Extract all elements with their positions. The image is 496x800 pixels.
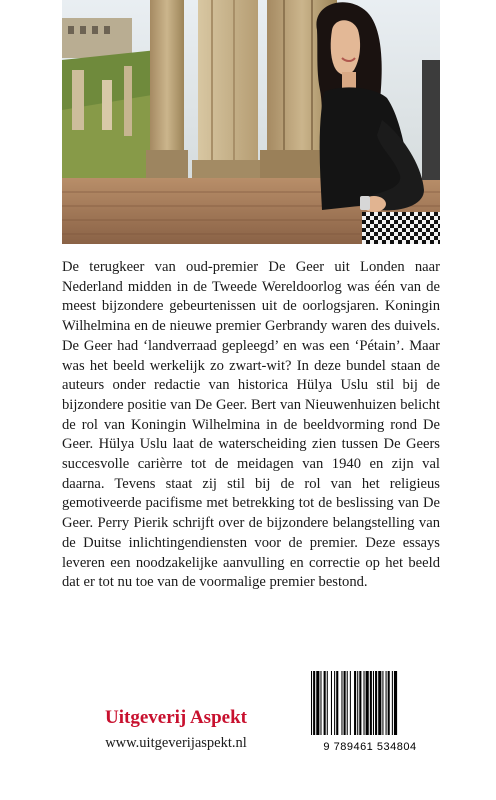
publisher-name: Uitgeverij Aspekt — [105, 707, 247, 728]
isbn-number: 9 789461 534804 — [323, 741, 417, 753]
publisher-website: www.uitgeverijaspekt.nl — [105, 735, 247, 751]
author-photo — [62, 0, 440, 244]
blurb-text: De terugkeer van oud-premier De Geer uit Londen naar Nederland midden in de Tweede Wereldoorlog was één van de meest bijzondere gebeurtenissen uit de oorlogsjaren. Koningin Wilhelmina en de nieuwe premier Gerbrandy waren des duivels. De Geer had ‘landverraad gepleegd’ en was een ‘Pétain’. Maar was het beeld werkelijk zo zwart-wit? In deze bundel staan de auteurs onder redactie van historica Hülya Uslu stil bij de bijzondere positie van De Geer. Bert van Nieuwenhuizen belicht de rol van Koningin Wilhelmina in de beeldvorming rond De Geer. Hülya Uslu laat de waterscheiding zien tussen De Geers succesvolle carièrre tot de meidagen van 1940 en zijn val daarna. Tevens staat zij stil bij de rol van het religieus gemotiveerde pacifisme met betrekking tot de beslissing van De Geer. Perry Pierik schrijft over de bijzondere belangstelling van de Duitse inlichtingendiensten voor de premier. Deze essays leveren een noodzakelijke aanvulling en correctie op het beeld dat er tot nu toe van de voormalige premier bestond. — [62, 259, 440, 591]
